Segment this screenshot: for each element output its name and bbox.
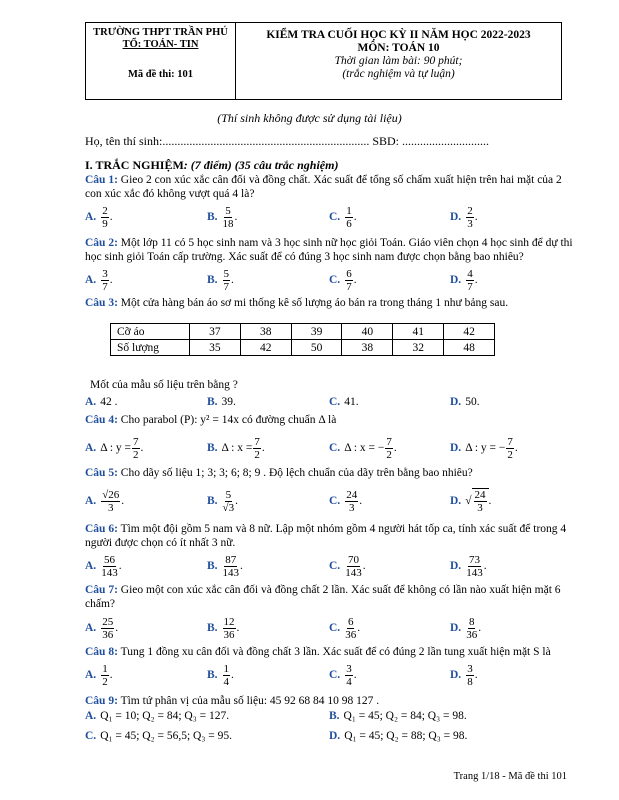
table-row — [111, 340, 495, 356]
options-q7 — [85, 613, 575, 643]
options-q6 — [85, 551, 575, 581]
question-text: Cho dãy số liệu 1; 3; 3; 6; 8; 9 . Độ lệch chuẩn của dãy trên bằng bao nhiêu? — [120, 467, 473, 479]
option-a[interactable]: A. Δ : y = $\frac{7}{2}$ . — [85, 435, 144, 461]
question-text: Gieo một con xúc xắc cân đối và đồng chất 2 lần. Xác suất để không có lần nào xuất hiện mặt 6 chấm? — [85, 584, 561, 610]
table-cell: 41 — [393, 324, 444, 340]
option-d[interactable]: D. $\frac{3}{8}$ . — [450, 662, 478, 688]
header-school-box — [86, 23, 236, 99]
option-b[interactable]: B. 39. — [207, 396, 236, 408]
shirt-size-table — [110, 323, 495, 356]
options-q4 — [85, 433, 575, 463]
question-number: Câu 2: — [85, 237, 118, 249]
option-a[interactable]: A. $\frac{25}{36}$ . — [85, 615, 119, 641]
table-cell: 42 — [240, 340, 291, 356]
option-c[interactable]: C. $\frac{70}{143}$ . — [329, 553, 366, 579]
option-a[interactable]: A. $\frac{3}{7}$ . — [85, 267, 113, 293]
question-1 — [85, 173, 575, 201]
table-cell: 39 — [291, 324, 342, 340]
question-text: Cho parabol (P): y² = 14x có đường chuẩn Δ là — [120, 414, 337, 426]
option-c[interactable]: C. $\frac{24}{3}$ . — [329, 488, 363, 514]
option-b[interactable]: B. $\frac{5}{√3}$ . — [207, 488, 238, 514]
question-7 — [85, 583, 575, 611]
question-number: Câu 7: — [85, 584, 118, 596]
option-a[interactable]: A. 42 . — [85, 396, 118, 408]
question-number: Câu 5: — [85, 467, 118, 479]
question-3-prompt: Mốt của mẫu số liệu trên bằng ? — [90, 379, 238, 391]
question-5 — [85, 466, 575, 480]
table-cell: 38 — [342, 340, 393, 356]
table-cell: 48 — [444, 340, 495, 356]
header-title-box — [236, 23, 561, 99]
section-title — [85, 158, 338, 173]
option-a[interactable]: A. $\frac{√26}{3}$ . — [85, 488, 125, 514]
school-name: TRƯỜNG THPT TRẦN PHÚ — [93, 27, 228, 38]
option-b[interactable]: B. $\frac{87}{143}$ . — [207, 553, 243, 579]
question-number: Câu 8: — [85, 646, 118, 658]
option-b[interactable]: B. Q₁ = 45; Q₂ = 84; Q₃ = 98. — [329, 710, 467, 722]
option-b[interactable]: B. $\frac{12}{36}$ . — [207, 615, 240, 641]
option-d[interactable]: D. $\frac{2}{3}$ . — [450, 204, 478, 230]
option-c[interactable]: C. Δ : x = − $\frac{7}{2}$ . — [329, 435, 397, 461]
department-name: TỔ: TOÁN- TIN — [122, 39, 199, 50]
section-label: I. TRẮC NGHIỆM — [85, 158, 184, 172]
question-3 — [85, 296, 575, 310]
table-cell: 42 — [444, 324, 495, 340]
options-q5 — [85, 486, 575, 516]
option-c[interactable]: C. $\frac{6}{36}$ . — [329, 615, 361, 641]
question-number: Câu 9: — [85, 695, 118, 707]
question-text: Một lớp 11 có 5 học sinh nam và 3 học sinh nữ học giỏi Toán. Giáo viên chọn 4 học sinh để dự thi học sinh giỏi Toán cấp trường. Xác suất để có đúng 3 học sinh nam được chọn bằng bao nhiêu? — [85, 237, 573, 263]
option-d[interactable]: D. Q₁ = 45; Q₂ = 88; Q₃ = 98. — [329, 730, 468, 742]
question-8 — [85, 645, 575, 659]
table-cell: 50 — [291, 340, 342, 356]
option-d[interactable]: D. Δ : y = − $\frac{7}{2}$ . — [450, 435, 518, 461]
question-text: Tung 1 đồng xu cân đối và đồng chất 3 lần. Xác suất để có đúng 2 lần tung xuất hiện mặt S là — [120, 646, 551, 658]
exam-code: Mã đề thi: 101 — [127, 69, 194, 80]
options-q9-row1 — [85, 707, 575, 725]
question-text: Tìm tứ phân vị của mẫu số liệu: 45 92 68 84 10 98 127 . — [120, 695, 380, 707]
exam-header — [85, 22, 562, 100]
options-q2 — [85, 265, 575, 295]
option-b[interactable]: B. Δ : x = $\frac{7}{2}$ . — [207, 435, 265, 461]
options-q1 — [85, 202, 575, 232]
option-d[interactable]: D. $\frac{73}{143}$ . — [450, 553, 487, 579]
option-a[interactable]: A. $\frac{56}{143}$ . — [85, 553, 122, 579]
table-header-cell: Số lượng — [111, 340, 190, 356]
table-cell: 32 — [393, 340, 444, 356]
option-c[interactable]: C. $\frac{3}{4}$ . — [329, 662, 357, 688]
option-b[interactable]: B. $\frac{5}{18}$ . — [207, 204, 238, 230]
page-footer: Trang 1/18 - Mã đề thi 101 — [453, 771, 567, 782]
table-cell: 37 — [190, 324, 241, 340]
option-a[interactable]: A. Q₁ = 10; Q₂ = 84; Q₃ = 127. — [85, 710, 230, 722]
option-c[interactable]: C. $\frac{1}{6}$ . — [329, 204, 357, 230]
table-cell: 38 — [240, 324, 291, 340]
options-q8 — [85, 660, 575, 690]
option-c[interactable]: C. $\frac{6}{7}$ . — [329, 267, 357, 293]
question-2 — [85, 236, 575, 264]
exam-note: (Thí sinh không được sử dụng tài liệu) — [217, 111, 402, 125]
table-cell: 35 — [190, 340, 241, 356]
question-number: Câu 4: — [85, 414, 118, 426]
option-c[interactable]: C. 41. — [329, 396, 359, 408]
student-info-line: Họ, tên thí sinh:..................................................................... SBD: ............................. — [85, 134, 490, 148]
question-number: Câu 6: — [85, 523, 118, 535]
option-b[interactable]: B. $\frac{5}{7}$ . — [207, 267, 234, 293]
question-text: Tìm một đội gồm 5 nam và 8 nữ. Lập một nhóm gồm 4 người hát tốp ca, tính xác suất để trong 4 người được chọn có ít nhất 3 nữ. — [85, 523, 567, 549]
question-6 — [85, 522, 575, 550]
table-header-cell: Cỡ áo — [111, 324, 190, 340]
option-d[interactable]: D. $\frac{8}{36}$ . — [450, 615, 482, 641]
question-9 — [85, 694, 575, 708]
option-d[interactable]: D. √ $\frac{24}{3}$ . — [450, 489, 492, 514]
option-d[interactable]: D. $\frac{4}{7}$ . — [450, 267, 478, 293]
options-q9-row2 — [85, 727, 575, 745]
section-detail: : (7 điểm) (35 câu trắc nghiệm) — [183, 158, 339, 172]
table-cell: 40 — [342, 324, 393, 340]
question-text: Gieo 2 con xúc xắc cân đối và đồng chất. Xác suất để tổng số chấm xuất hiện trên hai mặt của 2 con xúc xắc đó không vượt quá 4 là? — [85, 174, 562, 200]
option-b[interactable]: B. $\frac{1}{4}$ . — [207, 662, 234, 688]
question-number: Câu 1: — [85, 174, 118, 186]
option-a[interactable]: A. $\frac{1}{2}$ . — [85, 662, 113, 688]
table-row — [111, 324, 495, 340]
exam-time: Thời gian làm bài: 90 phút; — [334, 55, 463, 67]
question-text: Một cửa hàng bán áo sơ mi thống kê số lượng áo bán ra trong tháng 1 như bảng sau. — [120, 297, 509, 309]
exam-title: KIỂM TRA CUỐI HỌC KỲ II NĂM HỌC 2022-2023 — [266, 29, 531, 41]
exam-format: (trắc nghiệm và tự luận) — [342, 68, 455, 80]
option-c[interactable]: C. Q₁ = 45; Q₂ = 56,5; Q₃ = 95. — [85, 730, 232, 742]
option-a[interactable]: A. $\frac{2}{9}$ . — [85, 204, 113, 230]
question-4 — [85, 413, 575, 427]
exam-subject: MÔN: TOÁN 10 — [357, 42, 440, 54]
option-d[interactable]: D. 50. — [450, 396, 480, 408]
question-number: Câu 3: — [85, 297, 118, 309]
